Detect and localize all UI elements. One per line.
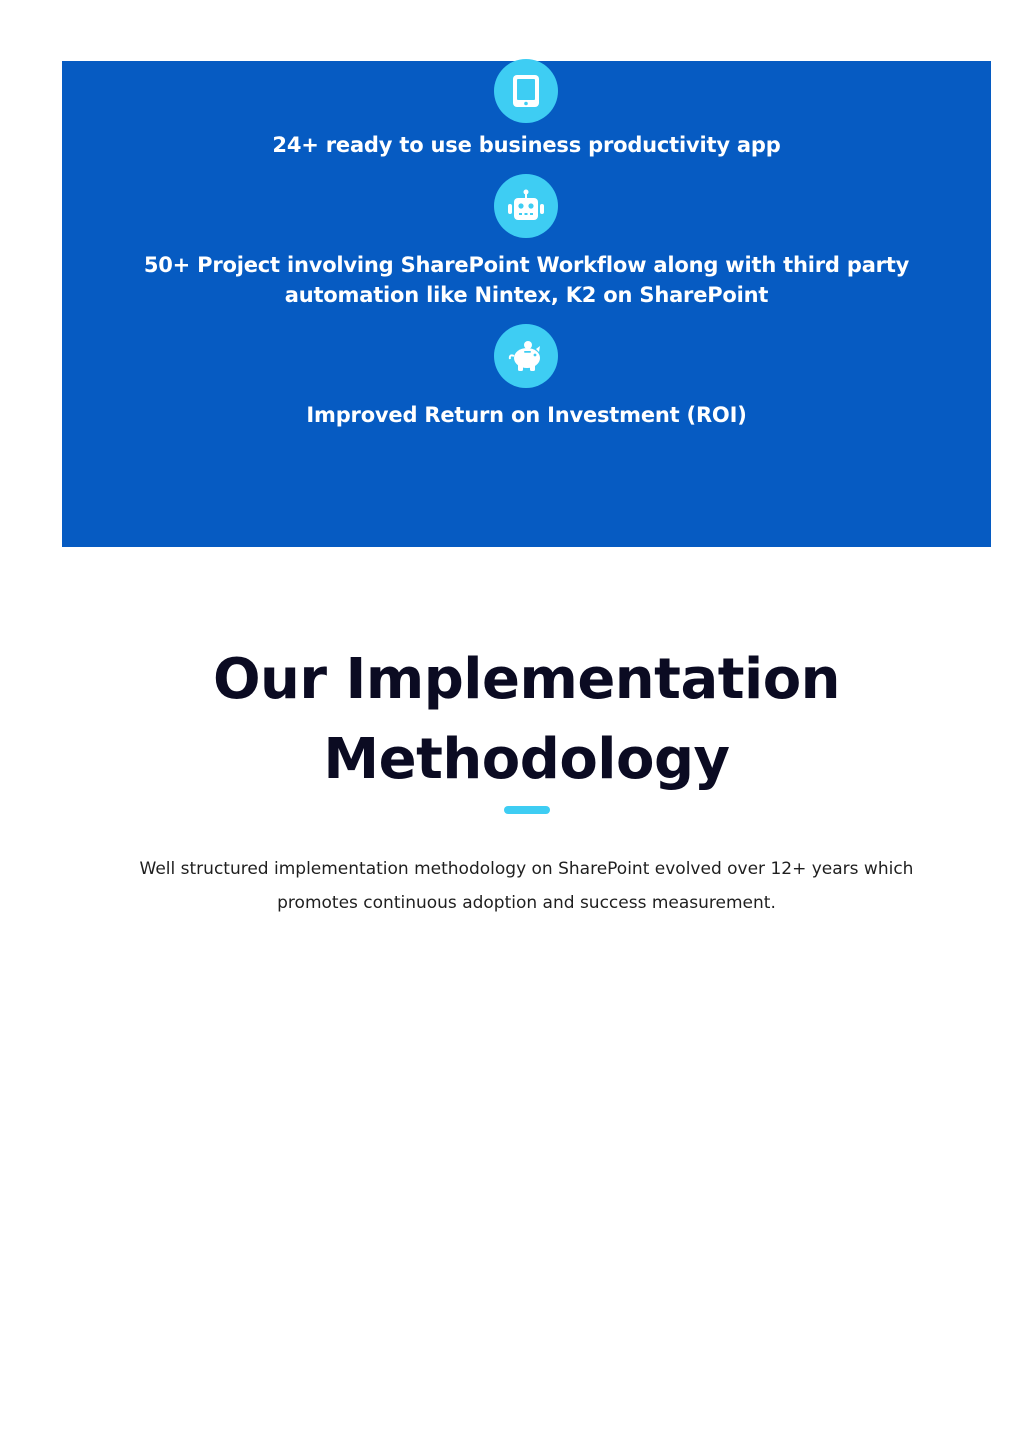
robot-icon (494, 174, 558, 238)
feature-text-apps: 24+ ready to use business productivity app (272, 133, 781, 157)
features-panel (62, 61, 991, 547)
feature-text-roi: Improved Return on Investment (ROI) (306, 403, 747, 427)
section-description: Well structured implementation methodology on SharePoint evolved over 12+ years which promotes continuous adoption and success measurement. (139, 859, 914, 913)
tablet-icon (494, 59, 558, 123)
title-underline (504, 806, 550, 814)
piggy-bank-icon (494, 324, 558, 388)
feature-text-workflow: 50+ Project involving SharePoint Workflow along with third party automation like Nintex, K2 on SharePoint (143, 253, 910, 307)
section-title: Our Implementation Methodology (212, 647, 841, 792)
